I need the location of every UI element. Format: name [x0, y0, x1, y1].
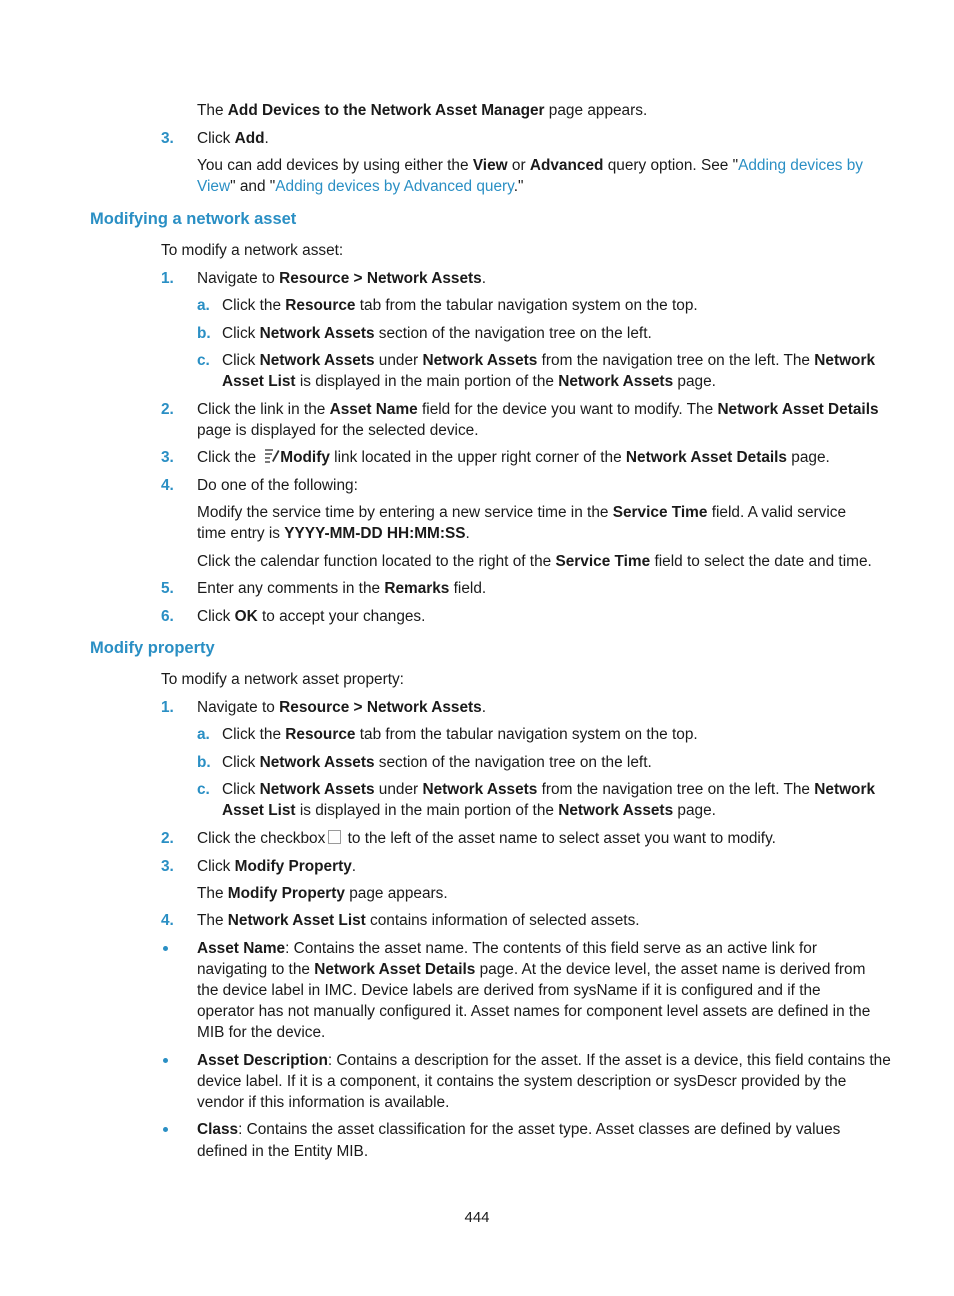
- substep-letter: b.: [197, 325, 211, 342]
- text-bold: Advanced: [529, 157, 604, 174]
- text: section of the navigation tree on the left.: [374, 754, 652, 771]
- text: Navigate to: [197, 699, 280, 716]
- text: Enter any comments in the: [197, 580, 385, 597]
- text: .": [513, 178, 524, 195]
- text: Click the calendar function located to the right of the: [197, 553, 556, 570]
- text-bold: Resource: [285, 297, 356, 314]
- text: under: [374, 781, 423, 798]
- text: The: [197, 102, 228, 119]
- step-number: 3.: [161, 858, 174, 875]
- text-bold: Class: [197, 1121, 239, 1138]
- step-text-cont: page is displayed for the selected device.: [197, 422, 479, 439]
- text: field.: [449, 580, 487, 597]
- step-number: 4.: [161, 477, 174, 494]
- heading-modifying-network-asset: Modifying a network asset: [90, 210, 297, 228]
- text: .: [264, 130, 269, 147]
- substep-text: [222, 323, 652, 344]
- text: page.: [673, 802, 716, 819]
- text-bold: Resource: [285, 726, 356, 743]
- bullet-text-cont: MIB for the device.: [197, 1024, 326, 1041]
- step-text: [197, 828, 776, 849]
- text: The: [197, 912, 228, 929]
- text: You can add devices by using either the: [197, 157, 473, 174]
- text-bold: Network Assets: [259, 352, 375, 369]
- substep-letter: c.: [197, 781, 210, 798]
- step-text: Do one of the following:: [197, 477, 358, 494]
- text: page.: [787, 449, 830, 466]
- text: Click the link in the: [197, 401, 330, 418]
- bullet-text-cont: operator has not manually configured it. Asset names for component level assets are defined in the: [197, 1003, 871, 1020]
- text: : Contains the asset classification for the asset type. Asset classes are defined by values: [238, 1121, 841, 1138]
- option-text-cont: [197, 523, 470, 544]
- text: .: [481, 270, 487, 287]
- text: tab from the tabular navigation system on the top.: [355, 726, 698, 743]
- text: query option. See ": [603, 157, 739, 174]
- bullet-text-cont: vendor if this information is available.: [197, 1094, 450, 1111]
- step-text: [197, 856, 356, 877]
- text: Click: [222, 352, 260, 369]
- substep-letter: c.: [197, 352, 210, 369]
- text: Click: [222, 325, 260, 342]
- bullet-text-cont: the device label in IMC. Device labels are derived from sysName if it is configured and if the: [197, 982, 821, 999]
- text: is displayed in the main portion of the: [295, 802, 559, 819]
- text: field to select the date and time.: [650, 553, 872, 570]
- text: field for the device you want to modify. The: [417, 401, 718, 418]
- text-bold: Service Time: [555, 553, 651, 570]
- text-bold: Network Asset Details: [314, 961, 476, 978]
- text: navigating to the: [197, 961, 315, 978]
- text: time entry is: [197, 525, 285, 542]
- text-bold: YYYY-MM-DD HH:MM:SS: [284, 525, 466, 542]
- text: Navigate to: [197, 270, 280, 287]
- text: Click the: [222, 297, 286, 314]
- text-bold: Modify Property: [227, 885, 345, 902]
- text-bold: Asset Description: [197, 1052, 328, 1069]
- text-bold: Remarks: [384, 580, 450, 597]
- text-bold: Service Time: [612, 504, 708, 521]
- link-adding-by-advanced[interactable]: Adding devices by Advanced query: [275, 178, 514, 195]
- bullet-text: [197, 938, 817, 959]
- step-text: [197, 910, 640, 931]
- text-bold: Asset List: [222, 373, 296, 390]
- para-devices-page: [197, 100, 647, 121]
- para-query-options: [197, 155, 863, 176]
- step-text: [197, 399, 879, 420]
- option-text: [197, 502, 846, 523]
- section-intro: To modify a network asset:: [161, 242, 344, 259]
- step-number: 2.: [161, 830, 174, 847]
- text: page.: [673, 373, 716, 390]
- step-number: 1.: [161, 270, 174, 287]
- text-bold: Network Assets: [259, 754, 375, 771]
- step-result: [197, 883, 448, 904]
- text: to the left of the asset name to select asset you want to modify.: [343, 830, 776, 847]
- text-bold: Network Asset Details: [625, 449, 787, 466]
- text: Click the checkbox: [197, 830, 326, 847]
- text: Click: [197, 608, 235, 625]
- text: .: [465, 525, 470, 542]
- text: Click: [197, 130, 235, 147]
- heading-modify-property: Modify property: [90, 639, 215, 657]
- text-bold: Asset Name: [197, 940, 286, 957]
- text-bold: Modify Property: [234, 858, 352, 875]
- text-bold: Network Assets: [259, 325, 375, 342]
- text-bold: Add Devices to the Network Asset Manager: [227, 102, 545, 119]
- text: Click: [197, 858, 235, 875]
- bullet-text-cont: device label. If it is a component, it contains the system description or sysDescr provided by the: [197, 1073, 847, 1090]
- text: from the navigation tree on the left. The: [537, 781, 815, 798]
- step-number: 3.: [161, 130, 174, 147]
- text: Click the: [222, 726, 286, 743]
- step-number: 4.: [161, 912, 174, 929]
- step-text: [197, 578, 486, 599]
- page-number: 444: [464, 1209, 490, 1226]
- text-bold: Network Asset List: [227, 912, 366, 929]
- substep-text: [222, 752, 652, 773]
- text-bold: Resource > Network Assets: [279, 699, 482, 716]
- bullet-icon: [163, 1127, 168, 1132]
- text-bold: Network Assets: [558, 373, 674, 390]
- bullet-text-cont: defined in the Entity MIB.: [197, 1143, 369, 1160]
- text-bold: Network: [814, 352, 876, 369]
- text: page appears.: [544, 102, 648, 119]
- text: page. At the device level, the asset name is derived from: [475, 961, 866, 978]
- option-text: [197, 551, 872, 572]
- bullet-icon: [163, 1058, 168, 1063]
- text: Click: [222, 754, 260, 771]
- text-bold: Add: [234, 130, 265, 147]
- text: The: [197, 885, 228, 902]
- substep-text-cont: [222, 800, 716, 821]
- bullet-icon: [163, 946, 168, 951]
- substep-text: [222, 779, 875, 800]
- text-bold: Network: [814, 781, 876, 798]
- text: field. A valid service: [707, 504, 847, 521]
- substep-letter: b.: [197, 754, 211, 771]
- step-number: 1.: [161, 699, 174, 716]
- step-number: 6.: [161, 608, 174, 625]
- text-bold: Asset List: [222, 802, 296, 819]
- text-bold: Network Assets: [422, 352, 538, 369]
- text-bold: Network Assets: [259, 781, 375, 798]
- text: : Contains the asset name. The contents of this field serve as an active link for: [285, 940, 817, 957]
- text: section of the navigation tree on the left.: [374, 325, 652, 342]
- step-number: 5.: [161, 580, 174, 597]
- step-click-add: [197, 128, 269, 149]
- text-bold: Network Asset Details: [717, 401, 879, 418]
- link-adding-by-view-cont[interactable]: View: [197, 178, 231, 195]
- substep-text: [222, 295, 698, 316]
- modify-icon: [264, 447, 280, 464]
- text-bold: Network Assets: [422, 781, 538, 798]
- text: Click: [222, 781, 260, 798]
- text-bold: Resource > Network Assets: [279, 270, 482, 287]
- bullet-text: [197, 1119, 840, 1140]
- substep-text: [222, 350, 875, 371]
- text-bold: OK: [234, 608, 258, 625]
- text: from the navigation tree on the left. The: [537, 352, 815, 369]
- text: Click the: [197, 449, 261, 466]
- text: .: [351, 858, 357, 875]
- substep-letter: a.: [197, 726, 210, 743]
- step-text: [197, 606, 425, 627]
- text: .: [481, 699, 487, 716]
- text-bold: Network Assets: [558, 802, 674, 819]
- step-text: [197, 268, 486, 289]
- text: tab from the tabular navigation system on the top.: [355, 297, 698, 314]
- bullet-text: [197, 1050, 891, 1071]
- section-intro: To modify a network asset property:: [161, 671, 404, 688]
- step-text: [197, 447, 830, 468]
- text: page appears.: [344, 885, 448, 902]
- text: " and ": [230, 178, 276, 195]
- checkbox-icon: [328, 830, 341, 844]
- text: : Contains a description for the asset. If the asset is a device, this field contains the: [327, 1052, 891, 1069]
- substep-text-cont: [222, 371, 716, 392]
- text: or: [507, 157, 530, 174]
- para-query-options-cont: [197, 176, 523, 197]
- text: link located in the upper right corner of the: [329, 449, 626, 466]
- bullet-text-cont: [197, 959, 865, 980]
- step-number: 3.: [161, 449, 174, 466]
- text: under: [374, 352, 423, 369]
- link-adding-by-view[interactable]: Adding devices by: [738, 157, 864, 174]
- text-bold: View: [472, 157, 508, 174]
- step-number: 2.: [161, 401, 174, 418]
- text: to accept your changes.: [257, 608, 426, 625]
- text: Modify the service time by entering a new service time in the: [197, 504, 613, 521]
- substep-text: [222, 724, 698, 745]
- text-bold: Modify: [280, 449, 330, 466]
- text: contains information of selected assets.: [365, 912, 640, 929]
- step-text: [197, 697, 486, 718]
- text-bold: Asset Name: [329, 401, 418, 418]
- text: is displayed in the main portion of the: [295, 373, 559, 390]
- substep-letter: a.: [197, 297, 210, 314]
